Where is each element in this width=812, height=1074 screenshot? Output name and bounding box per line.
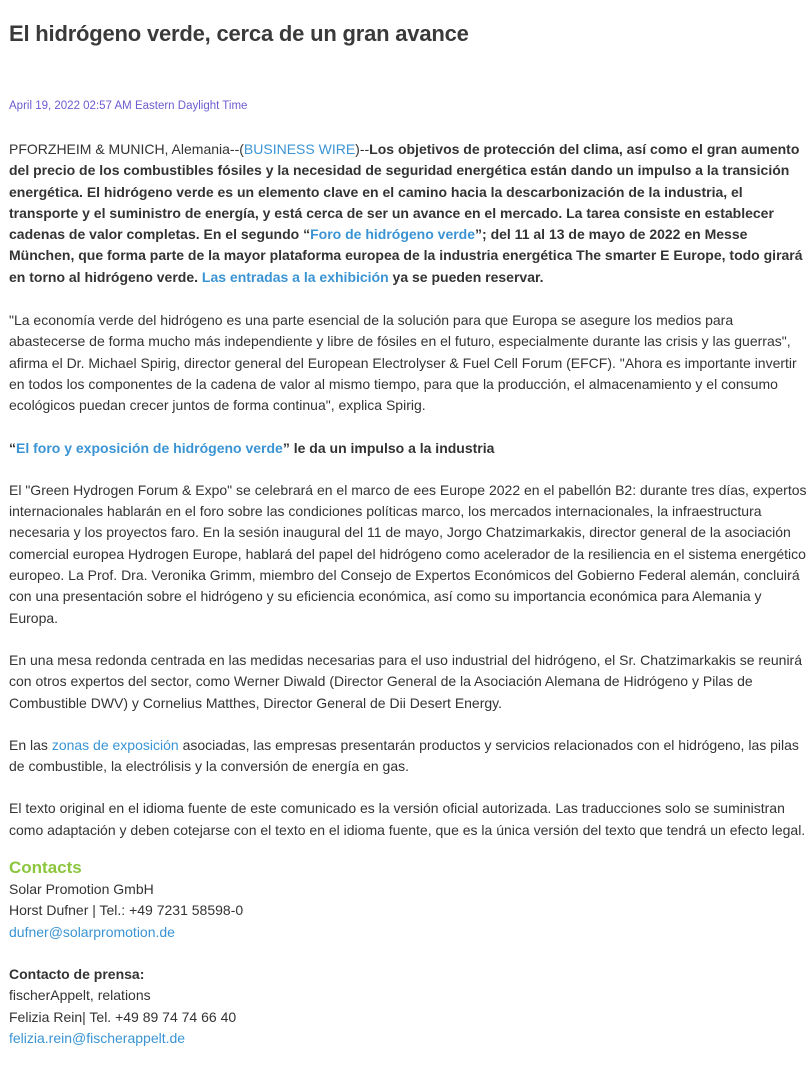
lead-location: PFORZHEIM & MUNICH, Alemania--( xyxy=(9,141,244,157)
lead-paragraph xyxy=(9,139,808,288)
press-contact-email-link[interactable]: felizia.rein@fischerappelt.de xyxy=(9,1029,186,1046)
article-title: El hidrógeno verde, cerca de un gran avance xyxy=(9,21,469,46)
disclaimer-paragraph: El texto original en el idioma fuente de este comunicado es la versión oficial autorizada. Las traducciones solo se suministran como adaptación y deben cotejarse con el texto en el idioma fuente, que es la única versión del texto que tendrá un efecto legal. xyxy=(9,800,806,838)
exhibition-tickets-link[interactable]: Las entradas a la exhibición xyxy=(201,268,389,285)
forum-expo-link[interactable]: El foro y exposición de hidrógeno verde xyxy=(16,439,283,456)
press-contact-label: Contacto de prensa: xyxy=(9,965,145,982)
green-hydrogen-forum-link[interactable]: Foro de hidrógeno verde xyxy=(310,226,476,243)
lead-bold-text-2: ”; del 11 al 13 de mayo de 2022 en Messe München, que forma parte de la mayor plataforma europea de la industria energética The smarter E Europe, todo girará en torno al hidrógeno verde. xyxy=(9,226,803,285)
press-contact-block xyxy=(9,964,808,1049)
exhibition-zones-link[interactable]: zonas de exposición xyxy=(51,736,179,753)
lead-after-source: )-- xyxy=(355,141,370,157)
contact-email-link[interactable]: dufner@solarpromotion.de xyxy=(9,923,175,940)
press-contact-person: Felizia Rein| Tel. +49 89 74 74 66 40 xyxy=(9,1008,237,1025)
contact-company: Solar Promotion GmbH xyxy=(9,881,154,898)
subheading-open-quote: “ xyxy=(9,439,16,456)
subheading-rest: ” le da un impulso a la industria xyxy=(282,439,495,456)
exhibition-zones-paragraph xyxy=(9,735,808,778)
zones-text-after: asociadas, las empresas presentarán productos y servicios relacionados con el hidrógeno, las pilas de combustible, la electrólisis y la conversión de energía en gas. xyxy=(9,736,799,775)
article-dateline: April 19, 2022 02:57 AM Eastern Daylight Time xyxy=(9,100,248,112)
lead-bold-text-1: Los objetivos de protección del clima, así como el gran aumento del precio de los combustibles fósiles y la necesidad de seguridad energética están dando un impulso a la transición energética. El hidrógeno verde es un elemento clave en el camino hacia la descarbonización de la industria, el transporte y el suministro de energía, y está cerca de ser un avance en el mercado. La tarea consiste en establecer cadenas de valor completas. En el segundo “ xyxy=(9,141,800,243)
contacts-heading: Contacts xyxy=(9,858,82,878)
quote-paragraph: "La economía verde del hidrógeno es una parte esencial de la solución para que Europa se asegure los medios para abastecerse de forma mucho más independiente y libre de fósiles en el futuro, especialmente durante las crisis y las guerras", afirma el Dr. Michael Spirig, director general del European Electrolyser & Fuel Cell Forum (EFCF). "Ahora es importante invertir en todos los componentes de la cadena de valor al mismo tiempo, para que la producción, el almacenamiento y el consumo ecológicos puedan crecer juntos de forma continua", explica Spirig. xyxy=(9,312,797,414)
press-contact-company: fischerAppelt, relations xyxy=(9,987,151,1004)
roundtable-paragraph: En una mesa redonda centrada en las medidas necesarias para el uso industrial del hidrógeno, el Sr. Chatzimarkakis se reunirá con otros expertos del sector, como Werner Diwald (Director General de la Asociación Alemana de Hidrógeno y Pilas de Combustible DWV) y Cornelius Matthes, Director General de Dii Desert Energy. xyxy=(9,651,803,711)
lead-bold-text-3: ya se pueden reservar. xyxy=(388,268,544,285)
forum-paragraph: El "Green Hydrogen Forum & Expo" se celebrará en el marco de ees Europe 2022 en el pabellón B2: durante tres días, expertos internacionales hablarán en el foro sobre las condiciones políticas marco, los mercados internacionales, la infraestructura necesaria y los proyectos faro. En la sesión inaugural del 11 de mayo, Jorgo Chatzimarkakis, director general de la asociación comercial europea Hydrogen Europe, hablará del papel del hidrógeno como acelerador de la resiliencia en el sistema energético europeo. La Prof. Dra. Veronika Grimm, miembro del Consejo de Expertos Económicos del Gobierno Federal alemán, concluirá con una presentación sobre el hidrógeno y su eficiencia económica, así como su importancia económica para Alemania y Europa. xyxy=(9,481,807,626)
section-subheading xyxy=(9,438,808,459)
contact-block xyxy=(9,879,808,943)
business-wire-link[interactable]: BUSINESS WIRE xyxy=(243,141,356,157)
contact-person: Horst Dufner | Tel.: +49 7231 58598-0 xyxy=(9,902,244,919)
zones-text-before: En las xyxy=(9,736,52,753)
